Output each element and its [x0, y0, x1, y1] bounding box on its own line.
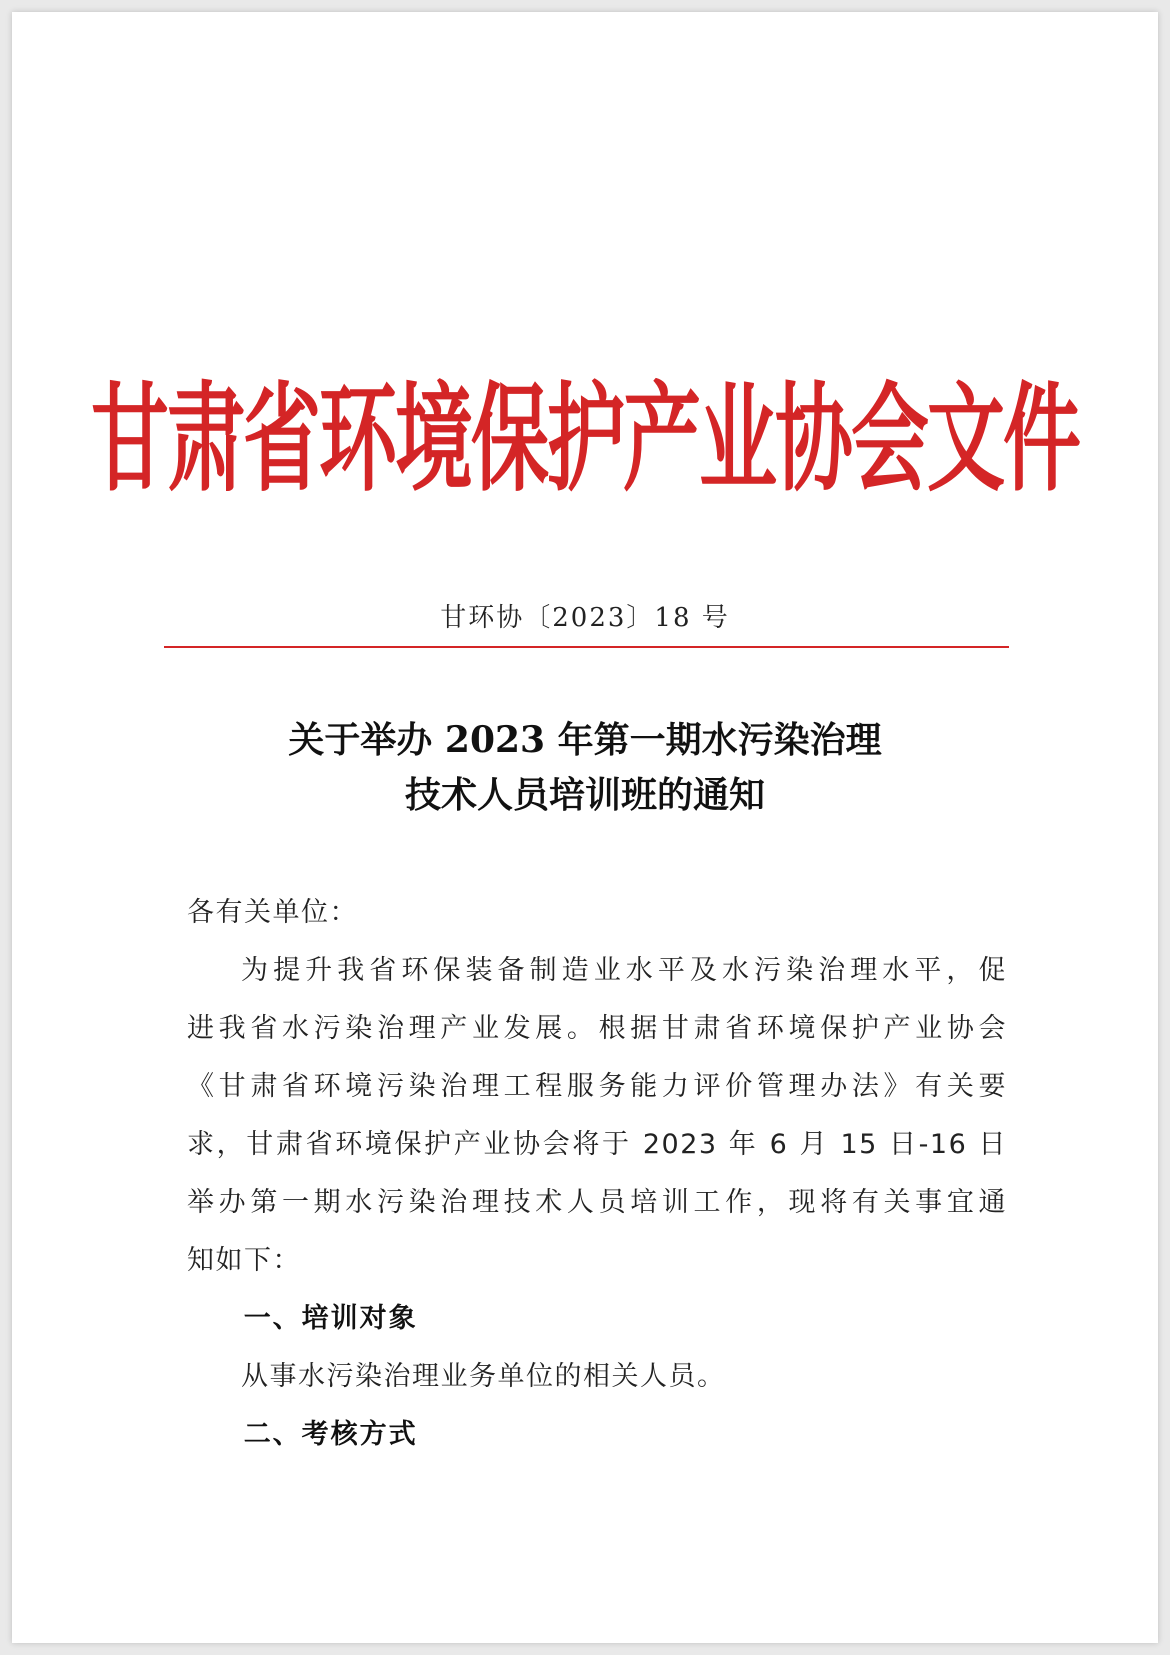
- paragraph-line: 知如下：: [187, 1245, 301, 1276]
- document-page: [12, 12, 1158, 1643]
- notice-title-line-2: 技术人员培训班的通知: [404, 774, 765, 816]
- notice-title-line-1: 关于举办 2023 年第一期水污染治理: [288, 719, 882, 761]
- section-heading-assessment-method: 二、考核方式: [243, 1419, 418, 1450]
- salutation: 各有关单位：: [187, 897, 358, 928]
- section-heading-training-target: 一、培训对象: [243, 1303, 418, 1334]
- document-number: 甘环协〔2023〕18 号: [440, 603, 730, 633]
- main-paragraph: [187, 942, 1007, 1290]
- section-text-training-target: 从事水污染治理业务单位的相关人员。: [241, 1361, 726, 1392]
- paragraph-line: 求，甘肃省环境保护产业协会将于 2023 年 6 月 15 日-16 日: [187, 1129, 1007, 1160]
- paragraph-line: 《甘肃省环境污染治理工程服务能力评价管理办法》有关要: [187, 1071, 1007, 1102]
- paragraph-line: 举办第一期水污染治理技术人员培训工作，现将有关事宜通: [187, 1187, 1007, 1218]
- red-divider-line: [164, 646, 1009, 648]
- masthead-title: 甘肃省环境保护产业协会文件: [90, 371, 1079, 508]
- paragraph-line: 进我省水污染治理产业发展。根据甘肃省环境保护产业协会: [187, 1013, 1007, 1044]
- paragraph-line: 为提升我省环保装备制造业水平及水污染治理水平，促: [241, 955, 1007, 986]
- document-body: [187, 884, 1007, 1464]
